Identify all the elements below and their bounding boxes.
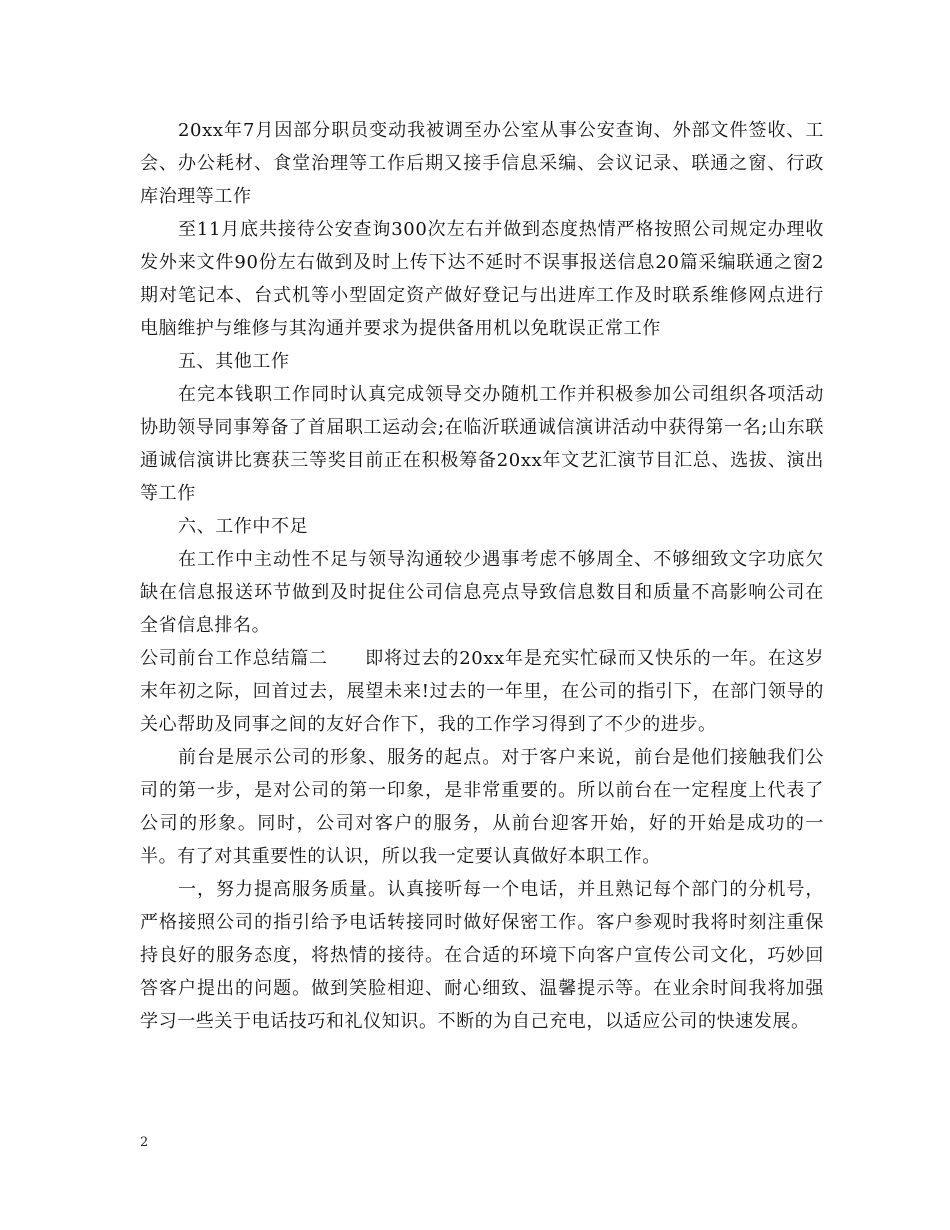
paragraph-3: 在完本钱职工作同时认真完成领导交办随机工作并积极参加公司组织各项活动协助领导同事筹备了首届职工运动会;在临沂联通诚信演讲活动中获得第一名;山东联通诚信演讲比赛获三等奖目前正在积极筹备20xx年文艺汇演节目汇总、选拔、演出等工作 xyxy=(140,384,824,504)
paragraph-6: 前台是展示公司的形象、服务的起点。对于客户来说，前台是他们接触我们公司的第一步，是对公司的第一印象，是非常重要的。所以前台在一定程度上代表了公司的形象。同时，公司对客户的服务，从前台迎客开始，好的开始是成功的一半。有了对其重要性的认识，所以我一定要认真做好本职工作。 xyxy=(140,747,824,867)
section-heading-shortcomings: 六、工作中不足 xyxy=(178,516,309,537)
paragraph-2: 至11月底共接待公安查询300次左右并做到态度热情严格按照公司规定办理收发外来文件90份左右做到及时上传下达不延时不误事报送信息20篇采编联通之窗2期对笔记本、台式机等小型固定资产做好登记与出进库工作及时联系维修网点进行电脑维护与维修与其沟通并要求为提供备用机以免耽误正常工作 xyxy=(140,219,824,339)
document-body xyxy=(140,114,824,1038)
page-number: 2 xyxy=(140,1135,149,1150)
paragraph-1: 20xx年7月因部分职员变动我被调至办公室从事公安查询、外部文件签收、工会、办公耗材、食堂治理等工作后期又接手信息采编、会议记录、联通之窗、行政库治理等工作 xyxy=(140,120,824,207)
paragraph-4: 在工作中主动性不足与领导沟通较少遇事考虑不够周全、不够细致文字功底欠缺在信息报送环节做到及时捉住公司信息亮点导致信息数目和质量不高影响公司在全省信息排名。 xyxy=(140,549,824,636)
paragraph-7: 一，努力提高服务质量。认真接听每一个电话，并且熟记每个部门的分机号，严格接照公司的指引给予电话转接同时做好保密工作。客户参观时我将时刻注重保持良好的服务态度，将热情的接待。在合适的环境下向客户宣传公司文化，巧妙回答客户提出的问题。做到笑脸相迎、耐心细致、温馨提示等。在业余时间我将加强学习一些关于电话技巧和礼仪知识。不断的为自己充电，以适应公司的快速发展。 xyxy=(140,879,824,1032)
paragraph-5-part-two-title: 公司前台工作总结篇二 即将过去的20xx年是充实忙碌而又快乐的一年。在这岁末年初之际，回首过去，展望未来!过去的一年里，在公司的指引下，在部门领导的关心帮助及同事之间的友好合作下，我的工作学习得到了不少的进步。 xyxy=(140,648,824,735)
section-heading-other-work: 五、其他工作 xyxy=(178,351,290,372)
